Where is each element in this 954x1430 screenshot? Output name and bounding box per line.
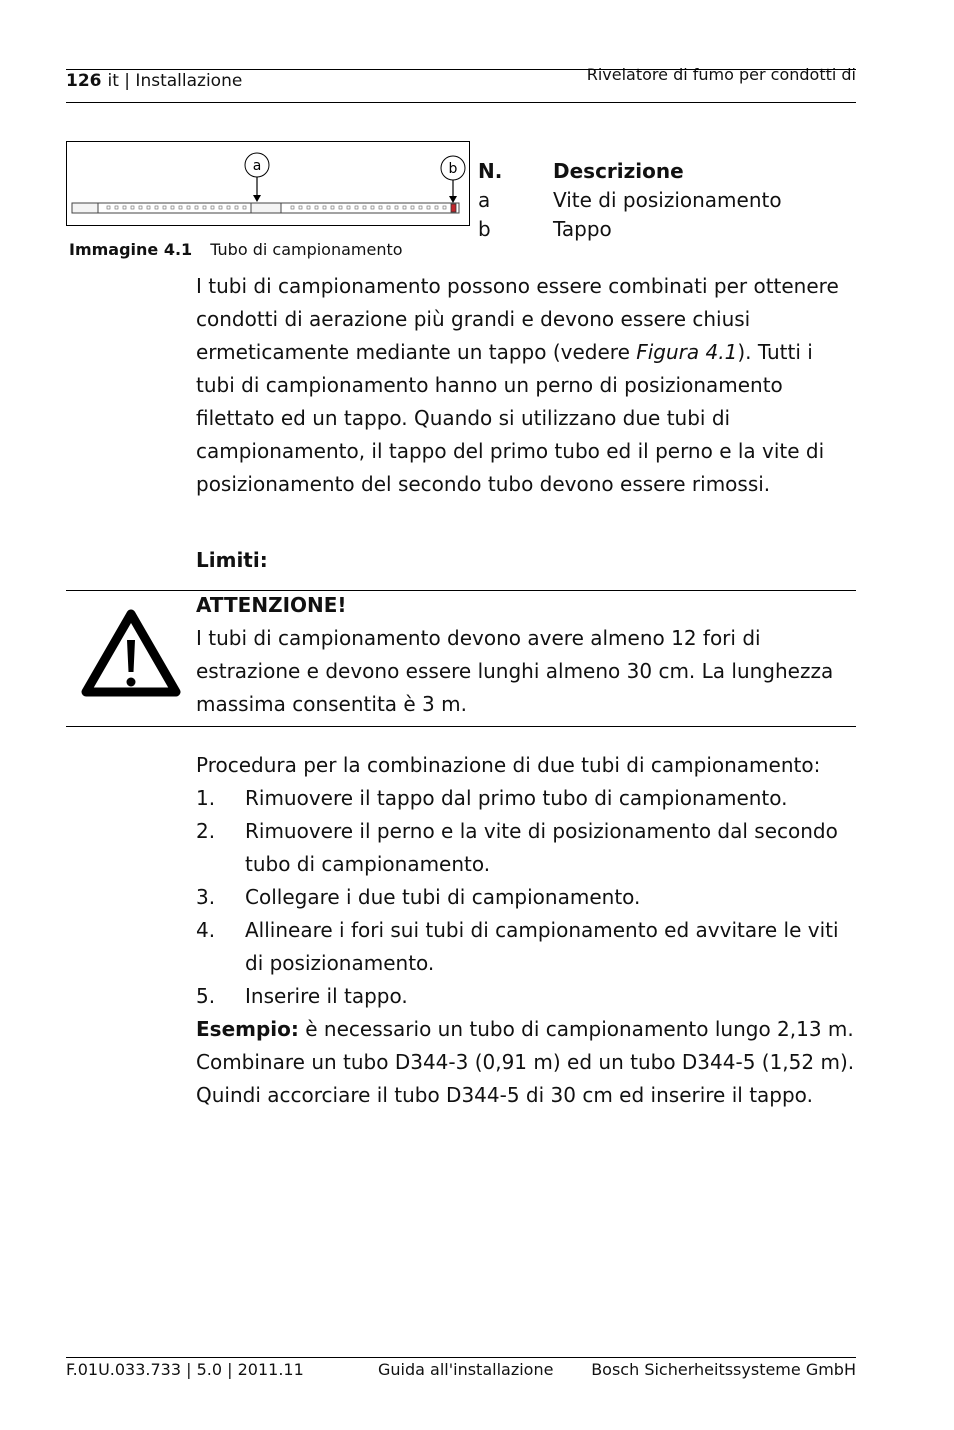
example-text: è necessario un tubo di campionamento lungo 2,13 m. bbox=[298, 1017, 854, 1041]
figure-caption-label: Immagine 4.1 bbox=[69, 240, 193, 259]
tube-hole bbox=[187, 206, 190, 209]
figure-frame bbox=[66, 141, 470, 226]
tube-hole bbox=[395, 206, 398, 209]
footer-guide-title: Guida all'installazione bbox=[378, 1360, 554, 1379]
page-number: 126 bbox=[66, 71, 102, 91]
list-item bbox=[196, 980, 856, 1013]
limits-heading: Limiti: bbox=[196, 548, 268, 572]
tube-hole bbox=[235, 206, 238, 209]
caution-bottom-rule bbox=[66, 726, 856, 727]
callout-a-label: a bbox=[252, 158, 262, 174]
step-text: Collegare i due tubi di campionamento. bbox=[245, 885, 641, 909]
tube-hole bbox=[435, 206, 438, 209]
tube-hole bbox=[171, 206, 174, 209]
tube-hole bbox=[427, 206, 430, 209]
tube-hole bbox=[139, 206, 142, 209]
tube-hole bbox=[339, 206, 342, 209]
tube-hole bbox=[419, 206, 422, 209]
tube-hole bbox=[371, 206, 374, 209]
tube-hole bbox=[323, 206, 326, 209]
tube-hole bbox=[107, 206, 110, 209]
intro-text-start: I tubi di campionamento possono essere combinati per ottenere condotti di aerazione più grandi e devono essere chiusi ermeticamente mediante un tappo (vedere bbox=[196, 274, 839, 364]
example-label: Esempio: bbox=[196, 1017, 299, 1041]
legend-table bbox=[478, 157, 782, 244]
tube-end-left bbox=[72, 203, 98, 213]
tube-hole bbox=[291, 206, 294, 209]
callout-a-arrowhead bbox=[253, 195, 261, 202]
tube-hole bbox=[299, 206, 302, 209]
intro-text-end: ). Tutti i tubi di campionamento hanno un perno di posizionamento filettato ed un tappo. Quando si utilizzano due tubi di campionamento, il tappo del primo tubo ed il perno e la vite di posizionamento del secondo tubo devono essere rimossi. bbox=[196, 340, 825, 496]
step-number: 1. bbox=[196, 786, 216, 810]
tube-hole bbox=[203, 206, 206, 209]
legend-row-description: Tappo bbox=[553, 217, 612, 241]
sampling-tube-drawing bbox=[67, 142, 469, 225]
step-text: Rimuovere il perno e la vite di posizionamento dal secondo tubo di campionamento. bbox=[245, 819, 838, 876]
header-top-rule bbox=[66, 69, 856, 70]
tube-hole bbox=[363, 206, 366, 209]
footer-company: Bosch Sicherheitssysteme GmbH bbox=[591, 1360, 856, 1379]
figure-caption bbox=[69, 240, 403, 259]
procedure-intro: Procedura per la combinazione di due tubi di campionamento: bbox=[196, 753, 821, 777]
step-number: 4. bbox=[196, 918, 216, 942]
caution-box bbox=[196, 589, 856, 721]
example-paragraph bbox=[196, 1013, 856, 1046]
tube-hole bbox=[115, 206, 118, 209]
tube-hole bbox=[163, 206, 166, 209]
document-title: Rivelatore di fumo per condotti di bbox=[586, 65, 856, 84]
legend-row-number: a bbox=[478, 188, 491, 212]
tube-hole bbox=[147, 206, 150, 209]
page-header-left bbox=[66, 71, 242, 91]
legend-table-row bbox=[478, 215, 782, 244]
callout-b-arrowhead bbox=[449, 196, 457, 203]
tube-hole bbox=[355, 206, 358, 209]
tube-hole bbox=[387, 206, 390, 209]
warning-triangle-icon bbox=[80, 608, 182, 700]
tube-hole bbox=[219, 206, 222, 209]
figure-reference-link[interactable]: Figura 4.1 bbox=[636, 340, 738, 364]
tube-hole bbox=[411, 206, 414, 209]
step-text: Inserire il tappo. bbox=[245, 984, 408, 1008]
tube-hole bbox=[307, 206, 310, 209]
figure-caption-text: Tubo di campionamento bbox=[210, 240, 403, 259]
caution-title: ATTENZIONE! bbox=[196, 593, 347, 617]
tube-cap bbox=[451, 204, 456, 212]
step-text: Rimuovere il tappo dal primo tubo di campionamento. bbox=[245, 786, 788, 810]
tube-hole bbox=[131, 206, 134, 209]
footer-rule bbox=[66, 1357, 856, 1358]
footer-doc-code: F.01U.033.733 | 5.0 | 2011.11 bbox=[66, 1360, 304, 1379]
tube-hole bbox=[443, 206, 446, 209]
tube-hole bbox=[179, 206, 182, 209]
legend-row-number: b bbox=[478, 217, 491, 241]
step-text: Allineare i fori sui tubi di campionamento ed avvitare le viti di posizionamento. bbox=[245, 918, 839, 975]
list-item bbox=[196, 782, 856, 815]
example-detail: Combinare un tubo D344-3 (0,91 m) ed un tubo D344-5 (1,52 m). Quindi accorciare il tubo D344-5 di 30 cm ed inserire il tappo. bbox=[196, 1050, 855, 1107]
list-item bbox=[196, 881, 856, 914]
step-number: 2. bbox=[196, 819, 216, 843]
procedure-steps bbox=[196, 782, 856, 1013]
legend-header-description: Descrizione bbox=[553, 159, 684, 183]
tube-hole bbox=[347, 206, 350, 209]
tube-hole bbox=[315, 206, 318, 209]
tube-coupling bbox=[251, 203, 281, 213]
tube-hole bbox=[403, 206, 406, 209]
list-item bbox=[196, 914, 856, 980]
header-bottom-rule bbox=[66, 102, 856, 103]
step-number: 3. bbox=[196, 885, 216, 909]
tube-hole bbox=[331, 206, 334, 209]
list-item bbox=[196, 815, 856, 881]
tube-hole bbox=[379, 206, 382, 209]
tube-hole bbox=[227, 206, 230, 209]
step-number: 5. bbox=[196, 984, 216, 1008]
caution-text: I tubi di campionamento devono avere almeno 12 fori di estrazione e devono essere lunghi almeno 30 cm. La lunghezza massima consentita è 3 m. bbox=[196, 626, 834, 716]
tube-hole bbox=[123, 206, 126, 209]
tube-hole bbox=[211, 206, 214, 209]
section-label: it | Installazione bbox=[107, 71, 243, 91]
legend-table-header bbox=[478, 157, 782, 186]
tube-hole bbox=[243, 206, 246, 209]
legend-table-row bbox=[478, 186, 782, 215]
tube-hole bbox=[195, 206, 198, 209]
legend-header-number: N. bbox=[478, 159, 503, 183]
callout-b-label: b bbox=[448, 161, 458, 177]
intro-paragraph bbox=[196, 270, 856, 501]
tube-hole bbox=[155, 206, 158, 209]
legend-row-description: Vite di posizionamento bbox=[553, 188, 782, 212]
procedure-section bbox=[196, 749, 856, 1112]
